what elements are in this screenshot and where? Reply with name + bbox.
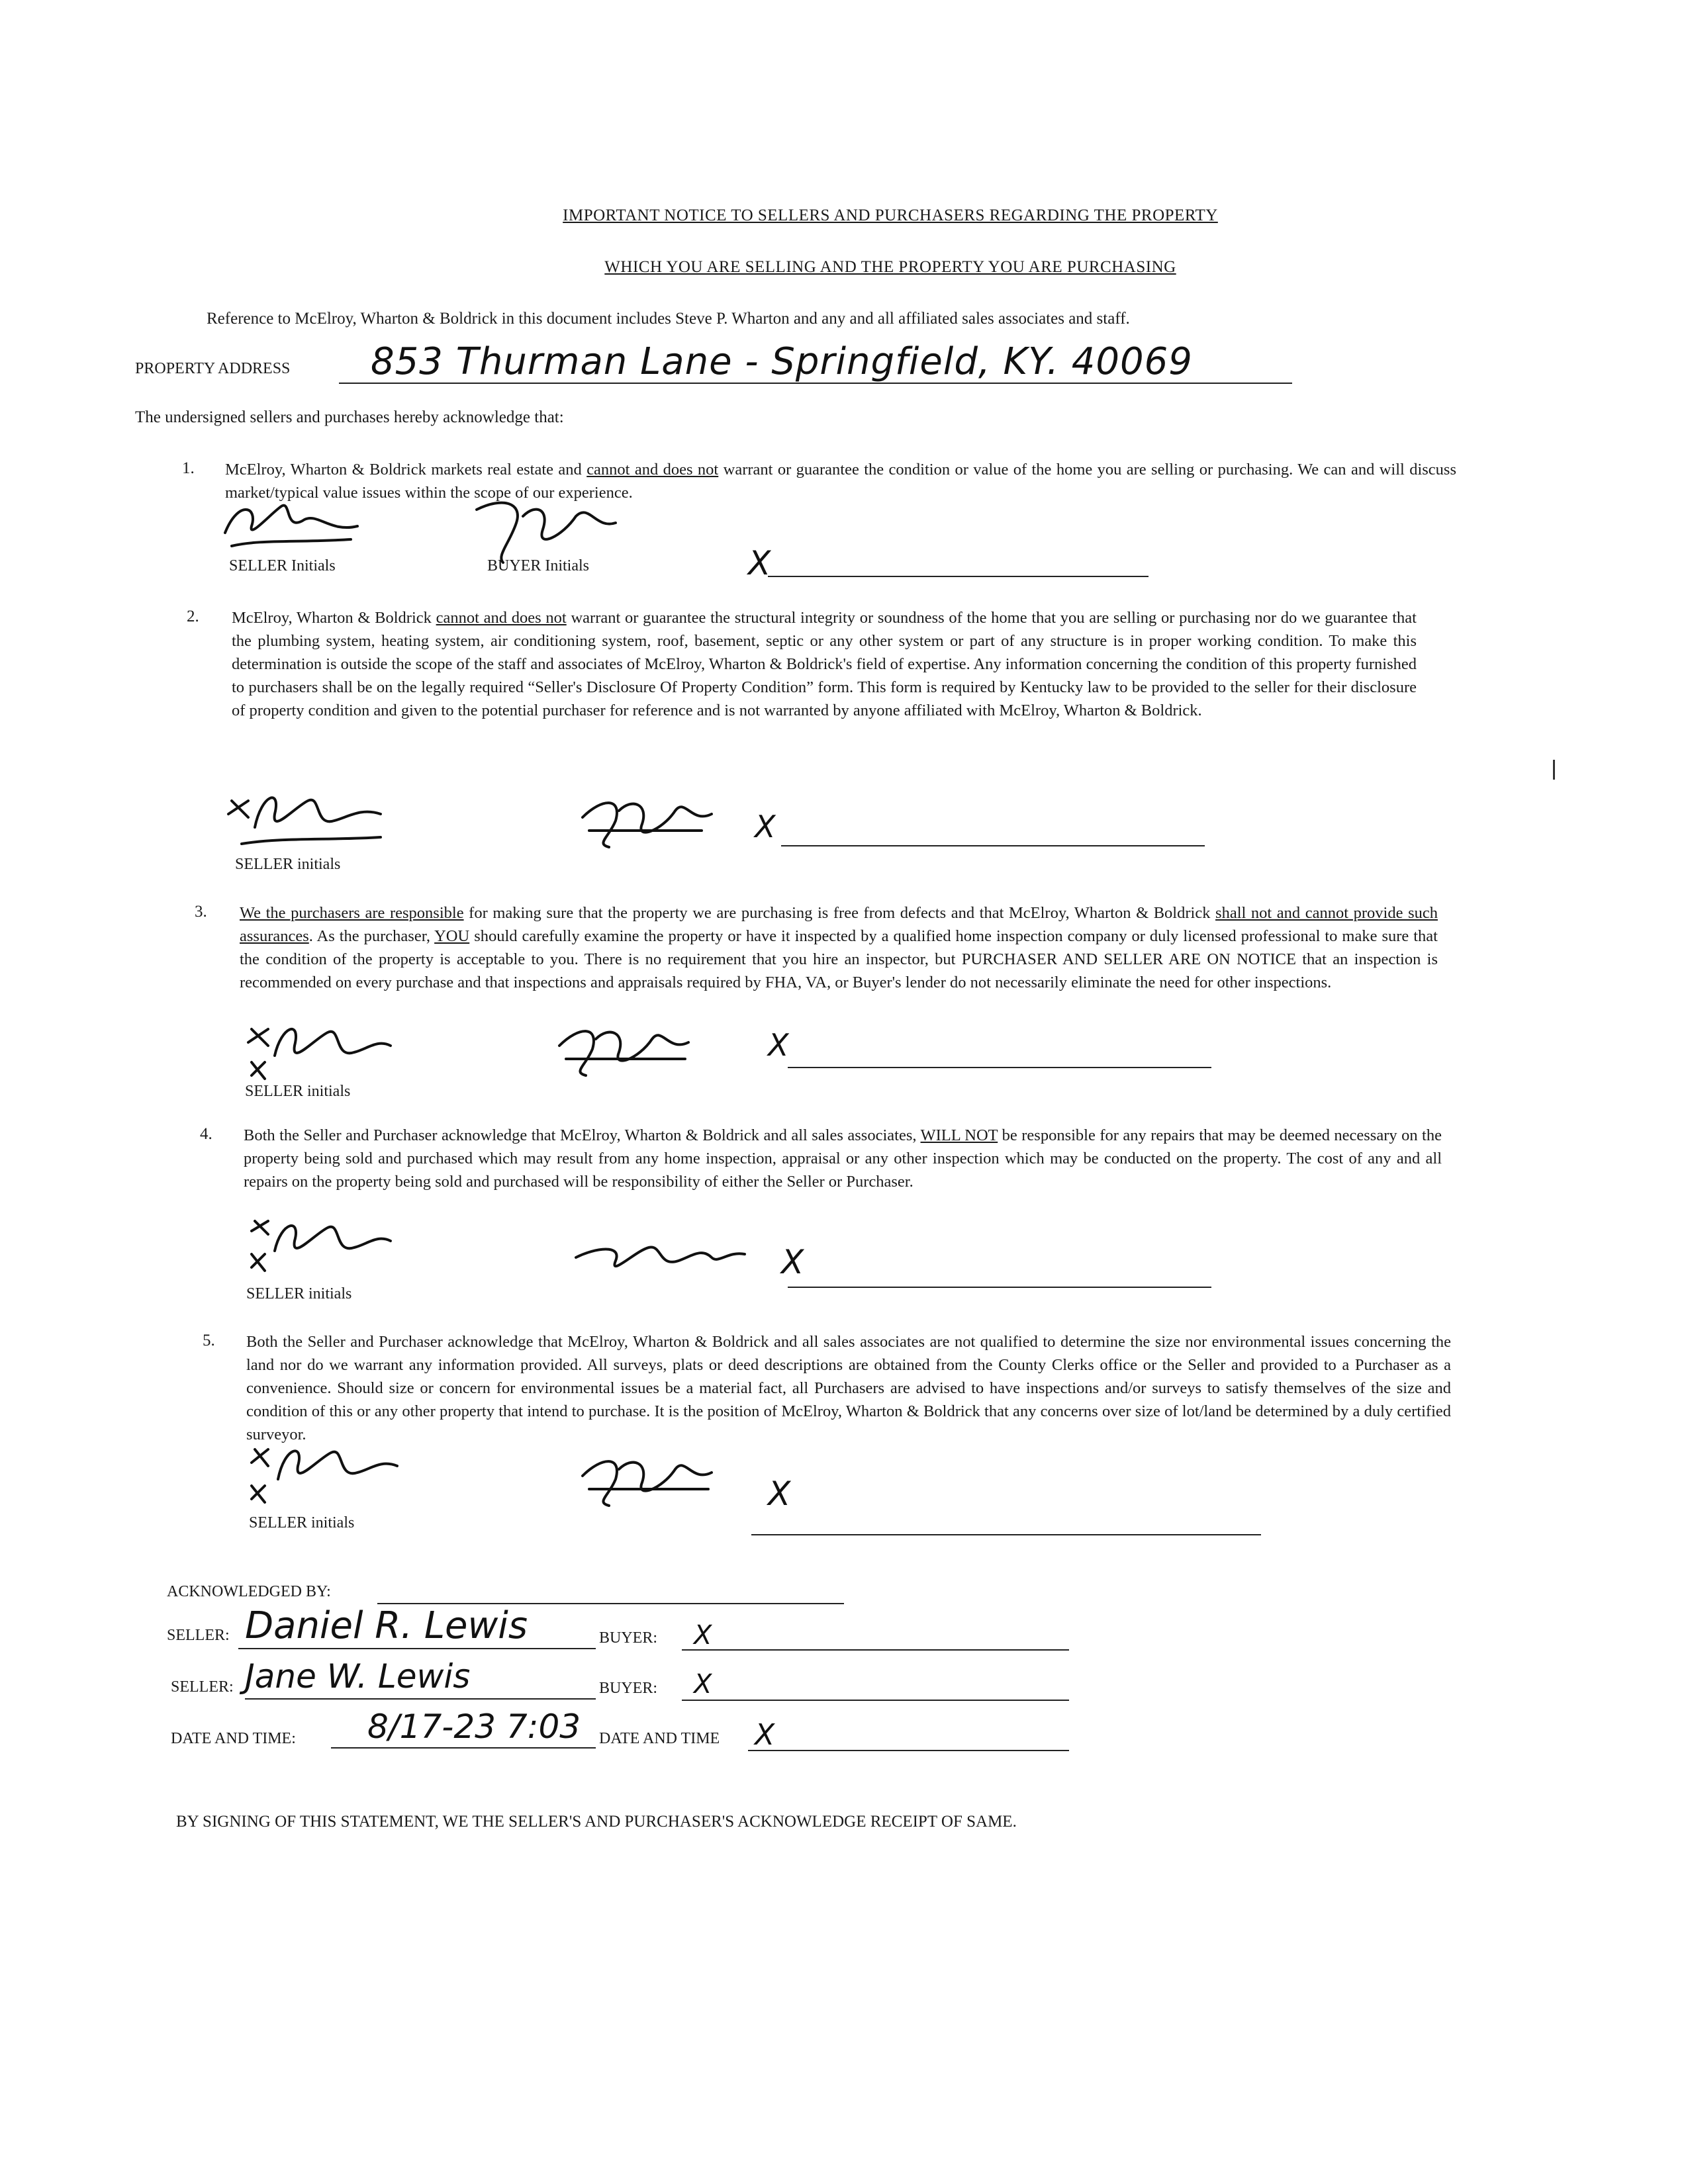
item-4-number: 4.	[200, 1125, 212, 1143]
date-time-line-buyer	[748, 1750, 1069, 1751]
seller-1-line	[238, 1648, 596, 1649]
item-5-number: 5.	[203, 1332, 215, 1349]
title-line-1: IMPORTANT NOTICE TO SELLERS AND PURCHASERS REGARDING THE PROPERTY	[563, 206, 1218, 224]
seller-2-signature: Jane W. Lewis	[245, 1657, 471, 1696]
buyer-2-line	[682, 1700, 1069, 1701]
item-3-text: We the purchasers are responsible for making sure that the property we are purchasing is free from defects and that McElroy, Wharton & Boldrick shall not and cannot provide such assurances. As the purchaser, YOU should carefully examine the property or have it inspected by a qualified home inspection company or duly licensed professional to make sure that the condition of the property is acceptable to you. There is no requirement that you hire an inspector, but PURCHASER AND SELLER ARE ON NOTICE that an inspection is recommended on every purchase and that inspections and appraisals required by FHA, VA, or Buyer's lender do not necessarily eliminate the need for other inspections.	[240, 904, 1438, 991]
buyer-2-mark: X	[694, 1669, 712, 1700]
property-address-value: 853 Thurman Lane - Springfield, KY. 40069	[371, 340, 1193, 383]
acknowledge-intro: The undersigned sellers and purchases hereby acknowledge that:	[135, 408, 564, 426]
scan-mark	[1553, 760, 1555, 780]
item-2-signature-line	[781, 845, 1205, 846]
item-5-seller-initials-signature	[238, 1436, 404, 1509]
buyer-1-mark: X	[694, 1620, 712, 1651]
date-time-label-buyer: DATE AND TIME	[599, 1730, 720, 1747]
item-5-signature-line	[751, 1534, 1261, 1535]
item-1-text: McElroy, Wharton & Boldrick markets real estate and cannot and does not warrant or guarantee the condition or value of the home you are selling or purchasing. We can and will discuss market/typical value issues within the scope of our experience.	[225, 461, 1456, 502]
item-4-text: Both the Seller and Purchaser acknowledge that McElroy, Wharton & Boldrick and all sales associates, WILL NOT be responsible for any repairs that may be deemed necessary on the property being sold and purchased which may result from any home inspection, appraisal or any other inspection which may be conducted on the property. The cost of any and all repairs on the property being sold and purchased will be responsibility of either the Seller or Purchaser.	[244, 1126, 1442, 1191]
item-1-signature-line	[768, 576, 1149, 577]
seller-1-signature: Daniel R. Lewis	[245, 1604, 528, 1647]
seller-1-label: SELLER:	[167, 1627, 230, 1644]
item-5-mark: X	[768, 1475, 791, 1513]
item-4-signature-line	[788, 1287, 1211, 1288]
property-address-label: PROPERTY ADDRESS	[135, 360, 291, 377]
item-1-number: 1.	[182, 459, 195, 477]
item-3-mark: X	[768, 1027, 789, 1063]
item-5-text: Both the Seller and Purchaser acknowledge that McElroy, Wharton & Boldrick and all sales associates are not qualified to determine the size nor environmental issues concerning the land nor do we warrant any information provided. All surveys, plats or deed descriptions are obtained from the County Clerks office or the Seller and provided to a Purchaser as a convenience. Should size or concern for environmental issues be a material fact, all Purchasers are advised to have inspections and/or surveys to satisfy themselves of the size and condition of this or any other property that intend to purchase. It is the position of McElroy, Wharton & Boldrick that any concerns over size of lot/land be determined by a duly certified surveyor.	[246, 1333, 1451, 1443]
reference-note: Reference to McElroy, Wharton & Boldrick in this document includes Steve P. Wharton and any and all affiliated sales associates and staff.	[207, 310, 1130, 328]
date-time-line-seller	[331, 1747, 596, 1749]
closing-statement: BY SIGNING OF THIS STATEMENT, WE THE SELLER'S AND PURCHASER'S ACKNOWLEDGE RECEIPT OF SAME.	[176, 1813, 1017, 1831]
item-5-buyer-initials-signature	[569, 1443, 728, 1509]
item-1-buyer-label: BUYER Initials	[487, 557, 589, 574]
acknowledged-by-label: ACKNOWLEDGED BY:	[167, 1583, 331, 1600]
seller-2-label: SELLER:	[171, 1678, 234, 1696]
date-time-buyer-mark: X	[755, 1718, 775, 1752]
item-5-seller-label: SELLER initials	[249, 1514, 355, 1531]
item-2-number: 2.	[187, 608, 199, 625]
seller-2-line	[245, 1698, 596, 1700]
item-4-seller-label: SELLER initials	[246, 1285, 352, 1302]
item-4-mark: X	[781, 1243, 804, 1281]
item-1-seller-label: SELLER Initials	[229, 557, 336, 574]
item-3-number: 3.	[195, 903, 207, 921]
item-2-mark: X	[755, 809, 776, 844]
item-2-text: McElroy, Wharton & Boldrick cannot and does not warrant or guarantee the structural integrity or soundness of the home that you are selling or purchasing nor do we guarantee that the plumbing system, heating system, air conditioning system, roof, basement, septic or any other system or part of any structure is in proper working condition. To make this determination is outside the scope of the staff and associates of McElroy, Wharton & Boldrick's field of expertise. Any information concerning the condition of this property furnished to purchasers shall be on the legally required “Seller's Disclosure Of Property Condition” form. This form is required by Kentucky law to be provided to the seller for their disclosure of property condition and given to the potential purchaser for reference and is not warranted by anyone affiliated with McElroy, Wharton & Boldrick.	[232, 609, 1417, 719]
buyer-1-label: BUYER:	[599, 1629, 658, 1647]
item-1-seller-initials-signature	[218, 493, 364, 553]
item-2-seller-label: SELLER initials	[235, 856, 341, 873]
item-1-mark: X	[748, 544, 771, 582]
title-line-2: WHICH YOU ARE SELLING AND THE PROPERTY YOU ARE PURCHASING	[604, 258, 1176, 276]
date-time-value-seller: 8/17-23 7:03	[367, 1707, 581, 1746]
item-2-seller-initials-signature	[222, 781, 387, 854]
buyer-2-label: BUYER:	[599, 1680, 658, 1697]
item-4-buyer-initials-signature	[569, 1231, 755, 1284]
item-3-buyer-initials-signature	[546, 1013, 705, 1079]
item-3-seller-initials-signature	[238, 1013, 397, 1085]
item-3-seller-label: SELLER initials	[245, 1083, 351, 1100]
buyer-1-line	[682, 1649, 1069, 1651]
item-2-buyer-initials-signature	[569, 784, 722, 850]
date-time-label-seller: DATE AND TIME:	[171, 1730, 296, 1747]
item-3-signature-line	[788, 1067, 1211, 1068]
item-4-seller-initials-signature	[238, 1211, 397, 1284]
